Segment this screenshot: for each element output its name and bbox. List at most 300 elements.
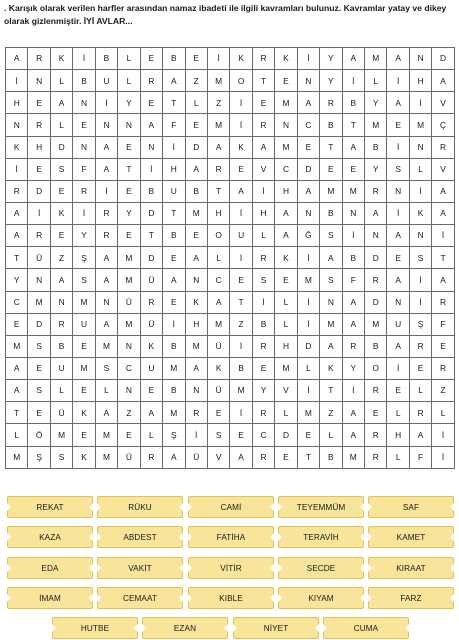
grid-cell[interactable]: B <box>163 335 185 357</box>
grid-cell[interactable]: İ <box>432 424 454 446</box>
grid-cell[interactable]: İ <box>409 291 431 313</box>
grid-cell[interactable]: C <box>252 424 274 446</box>
grid-cell[interactable]: B <box>342 247 364 269</box>
grid-cell[interactable]: R <box>365 269 387 291</box>
grid-cell[interactable]: D <box>275 424 297 446</box>
grid-cell[interactable]: A <box>342 402 364 424</box>
grid-cell[interactable]: Z <box>432 380 454 402</box>
grid-cell[interactable]: Z <box>118 402 140 424</box>
grid-cell[interactable]: S <box>387 158 409 180</box>
grid-cell[interactable]: R <box>252 335 274 357</box>
grid-cell[interactable]: E <box>230 424 252 446</box>
grid-cell[interactable]: İ <box>207 48 229 70</box>
grid-cell[interactable]: V <box>275 380 297 402</box>
grid-cell[interactable]: A <box>342 48 364 70</box>
grid-cell[interactable]: A <box>6 357 28 379</box>
grid-cell[interactable]: N <box>409 136 431 158</box>
grid-cell[interactable]: D <box>432 48 454 70</box>
grid-cell[interactable]: F <box>342 269 364 291</box>
grid-cell[interactable]: N <box>73 92 95 114</box>
grid-cell[interactable]: B <box>163 380 185 402</box>
grid-cell[interactable]: T <box>6 247 28 269</box>
grid-cell[interactable]: D <box>365 291 387 313</box>
grid-cell[interactable]: N <box>95 114 117 136</box>
grid-cell[interactable]: T <box>140 225 162 247</box>
grid-cell[interactable]: İ <box>230 247 252 269</box>
grid-cell[interactable]: E <box>297 424 319 446</box>
grid-cell[interactable]: D <box>28 313 50 335</box>
grid-cell[interactable]: M <box>118 313 140 335</box>
grid-cell[interactable]: E <box>230 158 252 180</box>
grid-cell[interactable]: A <box>387 269 409 291</box>
grid-cell[interactable]: R <box>252 247 274 269</box>
grid-cell[interactable]: M <box>50 424 72 446</box>
grid-cell[interactable]: İ <box>140 158 162 180</box>
grid-cell[interactable]: C <box>207 269 229 291</box>
grid-cell[interactable]: R <box>409 402 431 424</box>
grid-cell[interactable]: N <box>387 180 409 202</box>
grid-cell[interactable]: N <box>297 202 319 224</box>
grid-cell[interactable]: D <box>297 158 319 180</box>
grid-cell[interactable]: B <box>163 225 185 247</box>
grid-cell[interactable]: N <box>365 225 387 247</box>
grid-cell[interactable]: U <box>387 313 409 335</box>
grid-cell[interactable]: T <box>297 446 319 468</box>
grid-cell[interactable]: D <box>297 335 319 357</box>
grid-cell[interactable]: İ <box>252 291 274 313</box>
grid-cell[interactable]: R <box>95 202 117 224</box>
grid-cell[interactable]: M <box>342 446 364 468</box>
grid-cell[interactable]: İ <box>297 380 319 402</box>
grid-cell[interactable]: T <box>207 180 229 202</box>
grid-cell[interactable]: İ <box>297 291 319 313</box>
grid-cell[interactable]: E <box>73 424 95 446</box>
grid-cell[interactable]: A <box>95 247 117 269</box>
grid-cell[interactable]: N <box>297 70 319 92</box>
grid-cell[interactable]: E <box>275 70 297 92</box>
grid-cell[interactable]: İ <box>387 202 409 224</box>
grid-cell[interactable]: İ <box>387 70 409 92</box>
grid-cell[interactable]: H <box>185 313 207 335</box>
grid-cell[interactable]: N <box>28 269 50 291</box>
grid-cell[interactable]: A <box>342 291 364 313</box>
grid-cell[interactable]: L <box>50 70 72 92</box>
grid-cell[interactable]: T <box>118 158 140 180</box>
grid-cell[interactable]: İ <box>185 424 207 446</box>
grid-cell[interactable]: A <box>50 92 72 114</box>
grid-cell[interactable]: D <box>185 136 207 158</box>
grid-cell[interactable]: D <box>28 180 50 202</box>
grid-cell[interactable]: L <box>6 424 28 446</box>
grid-cell[interactable]: S <box>50 446 72 468</box>
grid-cell[interactable]: A <box>342 313 364 335</box>
grid-cell[interactable]: E <box>163 291 185 313</box>
grid-cell[interactable]: E <box>118 136 140 158</box>
grid-cell[interactable]: M <box>95 446 117 468</box>
grid-cell[interactable]: E <box>140 380 162 402</box>
grid-cell[interactable]: M <box>275 136 297 158</box>
grid-cell[interactable]: E <box>387 114 409 136</box>
grid-cell[interactable]: Z <box>207 92 229 114</box>
grid-cell[interactable]: L <box>297 357 319 379</box>
grid-cell[interactable]: İ <box>387 357 409 379</box>
grid-cell[interactable]: R <box>252 48 274 70</box>
grid-cell[interactable]: M <box>73 357 95 379</box>
grid-cell[interactable]: S <box>207 424 229 446</box>
grid-cell[interactable]: İ <box>409 180 431 202</box>
grid-cell[interactable]: F <box>163 114 185 136</box>
grid-cell[interactable]: A <box>297 92 319 114</box>
grid-cell[interactable]: A <box>297 180 319 202</box>
grid-cell[interactable]: T <box>163 202 185 224</box>
grid-cell[interactable]: N <box>118 114 140 136</box>
grid-cell[interactable]: T <box>320 380 342 402</box>
grid-cell[interactable]: Ü <box>118 446 140 468</box>
grid-cell[interactable]: N <box>342 202 364 224</box>
grid-cell[interactable]: L <box>432 402 454 424</box>
grid-cell[interactable]: K <box>6 136 28 158</box>
grid-cell[interactable]: Z <box>320 402 342 424</box>
grid-cell[interactable]: L <box>320 424 342 446</box>
grid-cell[interactable]: L <box>387 446 409 468</box>
grid-cell[interactable]: E <box>28 357 50 379</box>
grid-cell[interactable]: Ş <box>409 313 431 335</box>
grid-cell[interactable]: H <box>28 136 50 158</box>
grid-cell[interactable]: A <box>95 136 117 158</box>
grid-cell[interactable]: R <box>50 313 72 335</box>
grid-cell[interactable]: M <box>275 357 297 379</box>
grid-cell[interactable]: Ü <box>28 247 50 269</box>
grid-cell[interactable]: M <box>275 92 297 114</box>
grid-cell[interactable]: İ <box>342 70 364 92</box>
grid-cell[interactable]: İ <box>432 225 454 247</box>
grid-cell[interactable]: M <box>118 247 140 269</box>
grid-cell[interactable]: Y <box>320 48 342 70</box>
grid-cell[interactable]: Y <box>118 92 140 114</box>
grid-cell[interactable]: A <box>230 180 252 202</box>
grid-cell[interactable]: M <box>297 269 319 291</box>
grid-cell[interactable]: Ü <box>118 291 140 313</box>
grid-cell[interactable]: R <box>28 114 50 136</box>
grid-cell[interactable]: L <box>118 70 140 92</box>
grid-cell[interactable]: R <box>365 180 387 202</box>
grid-cell[interactable]: H <box>6 92 28 114</box>
grid-cell[interactable]: Y <box>342 357 364 379</box>
grid-cell[interactable]: M <box>207 114 229 136</box>
grid-cell[interactable]: L <box>140 424 162 446</box>
grid-cell[interactable]: E <box>185 114 207 136</box>
grid-cell[interactable]: E <box>275 446 297 468</box>
grid-cell[interactable]: C <box>275 158 297 180</box>
grid-cell[interactable]: Z <box>50 247 72 269</box>
grid-cell[interactable]: Ü <box>207 380 229 402</box>
grid-cell[interactable]: A <box>387 48 409 70</box>
grid-cell[interactable]: B <box>342 92 364 114</box>
grid-cell[interactable]: E <box>409 357 431 379</box>
grid-cell[interactable]: M <box>118 269 140 291</box>
grid-cell[interactable]: R <box>432 136 454 158</box>
grid-cell[interactable]: E <box>252 357 274 379</box>
grid-cell[interactable]: U <box>95 70 117 92</box>
grid-cell[interactable]: A <box>6 380 28 402</box>
grid-cell[interactable]: M <box>6 446 28 468</box>
grid-cell[interactable]: M <box>365 48 387 70</box>
grid-cell[interactable]: A <box>185 247 207 269</box>
grid-cell[interactable]: R <box>73 180 95 202</box>
grid-cell[interactable]: A <box>207 291 229 313</box>
grid-cell[interactable]: İ <box>297 247 319 269</box>
grid-cell[interactable]: K <box>409 202 431 224</box>
grid-cell[interactable]: U <box>50 357 72 379</box>
grid-cell[interactable]: T <box>320 136 342 158</box>
grid-cell[interactable]: M <box>207 313 229 335</box>
grid-cell[interactable]: E <box>140 92 162 114</box>
grid-cell[interactable]: L <box>185 92 207 114</box>
grid-cell[interactable]: B <box>50 335 72 357</box>
grid-cell[interactable]: R <box>365 424 387 446</box>
grid-cell[interactable]: E <box>73 335 95 357</box>
grid-cell[interactable]: C <box>118 357 140 379</box>
grid-cell[interactable]: B <box>320 446 342 468</box>
grid-cell[interactable]: M <box>163 402 185 424</box>
grid-cell[interactable]: L <box>365 70 387 92</box>
grid-cell[interactable]: V <box>252 158 274 180</box>
grid-cell[interactable]: R <box>432 357 454 379</box>
grid-cell[interactable]: L <box>275 291 297 313</box>
grid-cell[interactable]: E <box>28 402 50 424</box>
grid-cell[interactable]: Ğ <box>297 225 319 247</box>
grid-cell[interactable]: C <box>297 114 319 136</box>
grid-cell[interactable]: Y <box>252 380 274 402</box>
grid-cell[interactable]: A <box>432 70 454 92</box>
grid-cell[interactable]: İ <box>95 92 117 114</box>
grid-cell[interactable]: E <box>275 269 297 291</box>
grid-cell[interactable]: R <box>409 335 431 357</box>
grid-cell[interactable]: Y <box>73 225 95 247</box>
grid-cell[interactable]: E <box>28 158 50 180</box>
grid-cell[interactable]: R <box>6 180 28 202</box>
grid-cell[interactable]: İ <box>6 158 28 180</box>
grid-cell[interactable]: A <box>275 225 297 247</box>
grid-cell[interactable]: B <box>185 180 207 202</box>
grid-cell[interactable]: A <box>185 357 207 379</box>
grid-cell[interactable]: İ <box>230 335 252 357</box>
grid-cell[interactable]: T <box>252 70 274 92</box>
grid-cell[interactable]: A <box>6 202 28 224</box>
grid-cell[interactable]: Y <box>6 269 28 291</box>
grid-cell[interactable]: S <box>28 380 50 402</box>
grid-cell[interactable]: A <box>409 424 431 446</box>
grid-cell[interactable]: İ <box>230 114 252 136</box>
grid-cell[interactable]: L <box>95 380 117 402</box>
grid-cell[interactable]: İ <box>163 136 185 158</box>
grid-cell[interactable]: E <box>118 424 140 446</box>
grid-cell[interactable]: K <box>230 48 252 70</box>
grid-cell[interactable]: R <box>365 446 387 468</box>
grid-cell[interactable]: A <box>432 180 454 202</box>
grid-cell[interactable]: A <box>163 269 185 291</box>
grid-cell[interactable]: E <box>118 225 140 247</box>
grid-cell[interactable]: N <box>185 269 207 291</box>
grid-cell[interactable]: T <box>432 247 454 269</box>
grid-cell[interactable]: E <box>320 158 342 180</box>
grid-cell[interactable]: S <box>252 269 274 291</box>
grid-cell[interactable]: R <box>320 92 342 114</box>
grid-cell[interactable]: B <box>163 48 185 70</box>
grid-cell[interactable]: D <box>140 202 162 224</box>
grid-cell[interactable]: E <box>387 380 409 402</box>
grid-cell[interactable]: R <box>95 225 117 247</box>
grid-cell[interactable]: K <box>207 357 229 379</box>
grid-cell[interactable]: Ş <box>28 446 50 468</box>
grid-cell[interactable]: H <box>409 70 431 92</box>
grid-cell[interactable]: N <box>95 291 117 313</box>
grid-cell[interactable]: V <box>432 158 454 180</box>
grid-cell[interactable]: M <box>297 402 319 424</box>
grid-cell[interactable]: U <box>230 225 252 247</box>
grid-cell[interactable]: R <box>140 291 162 313</box>
grid-cell[interactable]: R <box>28 48 50 70</box>
grid-cell[interactable]: Y <box>365 92 387 114</box>
grid-cell[interactable]: B <box>365 136 387 158</box>
grid-cell[interactable]: İ <box>342 380 364 402</box>
grid-cell[interactable]: T <box>163 92 185 114</box>
grid-cell[interactable]: M <box>320 180 342 202</box>
grid-cell[interactable]: A <box>387 92 409 114</box>
grid-cell[interactable]: Ü <box>140 269 162 291</box>
grid-cell[interactable]: A <box>95 269 117 291</box>
grid-cell[interactable]: R <box>140 446 162 468</box>
grid-cell[interactable]: L <box>118 48 140 70</box>
grid-cell[interactable]: V <box>432 92 454 114</box>
grid-cell[interactable]: S <box>320 269 342 291</box>
grid-cell[interactable]: C <box>6 291 28 313</box>
grid-cell[interactable]: M <box>409 114 431 136</box>
grid-cell[interactable]: Y <box>365 158 387 180</box>
grid-cell[interactable]: N <box>320 291 342 313</box>
grid-cell[interactable]: K <box>230 136 252 158</box>
grid-cell[interactable]: O <box>230 70 252 92</box>
grid-cell[interactable]: İ <box>95 180 117 202</box>
grid-cell[interactable]: O <box>365 357 387 379</box>
grid-cell[interactable]: N <box>409 225 431 247</box>
grid-cell[interactable]: B <box>320 114 342 136</box>
grid-cell[interactable]: Z <box>185 70 207 92</box>
grid-cell[interactable]: A <box>95 313 117 335</box>
grid-cell[interactable]: M <box>95 335 117 357</box>
grid-cell[interactable]: A <box>320 247 342 269</box>
grid-cell[interactable]: R <box>342 335 364 357</box>
grid-cell[interactable]: F <box>73 158 95 180</box>
grid-cell[interactable]: V <box>207 446 229 468</box>
grid-cell[interactable]: E <box>28 92 50 114</box>
grid-cell[interactable]: K <box>275 247 297 269</box>
grid-cell[interactable]: E <box>73 380 95 402</box>
grid-cell[interactable]: S <box>409 247 431 269</box>
grid-cell[interactable]: A <box>275 202 297 224</box>
grid-cell[interactable]: İ <box>409 92 431 114</box>
grid-cell[interactable]: E <box>118 180 140 202</box>
grid-cell[interactable]: İ <box>230 92 252 114</box>
grid-cell[interactable]: E <box>50 225 72 247</box>
grid-cell[interactable]: R <box>140 70 162 92</box>
grid-cell[interactable]: U <box>73 313 95 335</box>
grid-cell[interactable]: Ü <box>207 335 229 357</box>
grid-cell[interactable]: A <box>342 424 364 446</box>
grid-cell[interactable]: E <box>297 136 319 158</box>
grid-cell[interactable]: K <box>73 402 95 424</box>
grid-cell[interactable]: B <box>252 313 274 335</box>
grid-cell[interactable]: M <box>230 380 252 402</box>
grid-cell[interactable]: M <box>185 202 207 224</box>
grid-cell[interactable]: R <box>252 446 274 468</box>
grid-cell[interactable]: R <box>365 380 387 402</box>
grid-cell[interactable]: M <box>365 313 387 335</box>
grid-cell[interactable]: L <box>387 402 409 424</box>
grid-cell[interactable]: İ <box>342 225 364 247</box>
grid-cell[interactable]: E <box>387 247 409 269</box>
grid-cell[interactable]: S <box>95 357 117 379</box>
grid-cell[interactable]: R <box>252 402 274 424</box>
grid-cell[interactable]: R <box>185 402 207 424</box>
grid-cell[interactable]: K <box>50 48 72 70</box>
grid-cell[interactable]: D <box>365 247 387 269</box>
grid-cell[interactable]: T <box>230 291 252 313</box>
grid-cell[interactable]: Ç <box>432 114 454 136</box>
grid-cell[interactable]: A <box>95 402 117 424</box>
grid-cell[interactable]: E <box>365 402 387 424</box>
grid-cell[interactable]: M <box>28 291 50 313</box>
grid-cell[interactable]: Y <box>320 70 342 92</box>
grid-cell[interactable]: D <box>50 136 72 158</box>
grid-cell[interactable]: İ <box>230 202 252 224</box>
grid-cell[interactable]: N <box>185 380 207 402</box>
grid-cell[interactable]: A <box>6 225 28 247</box>
grid-cell[interactable]: M <box>365 114 387 136</box>
grid-cell[interactable]: E <box>230 269 252 291</box>
grid-cell[interactable]: L <box>275 313 297 335</box>
grid-cell[interactable]: H <box>275 180 297 202</box>
grid-cell[interactable]: H <box>252 202 274 224</box>
grid-cell[interactable]: E <box>432 335 454 357</box>
grid-cell[interactable]: İ <box>387 136 409 158</box>
grid-cell[interactable]: S <box>50 158 72 180</box>
grid-cell[interactable]: E <box>163 247 185 269</box>
grid-cell[interactable]: A <box>185 158 207 180</box>
grid-cell[interactable]: N <box>73 136 95 158</box>
grid-cell[interactable]: N <box>118 380 140 402</box>
grid-cell[interactable]: İ <box>73 202 95 224</box>
grid-cell[interactable]: A <box>387 225 409 247</box>
grid-cell[interactable]: M <box>73 291 95 313</box>
grid-cell[interactable]: H <box>387 424 409 446</box>
grid-cell[interactable]: N <box>6 114 28 136</box>
grid-cell[interactable]: M <box>320 313 342 335</box>
grid-cell[interactable]: Ş <box>163 424 185 446</box>
grid-cell[interactable]: E <box>73 114 95 136</box>
grid-cell[interactable]: İ <box>6 70 28 92</box>
grid-cell[interactable]: S <box>28 335 50 357</box>
grid-cell[interactable]: İ <box>432 446 454 468</box>
grid-cell[interactable]: A <box>163 446 185 468</box>
grid-cell[interactable]: M <box>342 180 364 202</box>
grid-cell[interactable]: E <box>140 48 162 70</box>
grid-cell[interactable]: İ <box>297 313 319 335</box>
grid-cell[interactable]: E <box>252 92 274 114</box>
grid-cell[interactable]: A <box>230 446 252 468</box>
grid-cell[interactable]: R <box>432 291 454 313</box>
grid-cell[interactable]: Ş <box>73 247 95 269</box>
